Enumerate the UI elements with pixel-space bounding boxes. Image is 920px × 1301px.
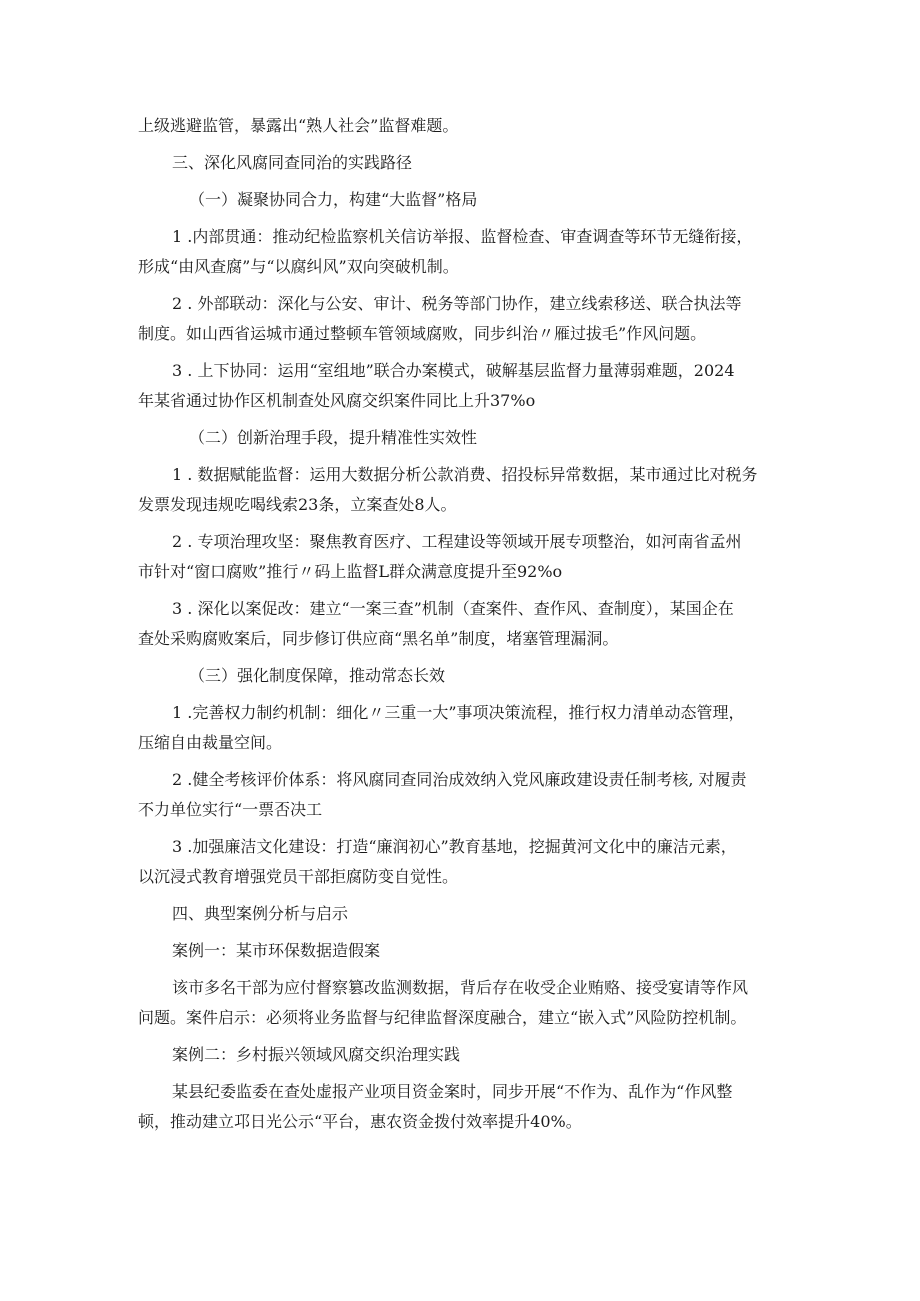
subsection-heading [138,423,798,453]
text-line: 制度。如山西省运城市通过整顿车管领域腐败，同步纠治〃雁过拔毛”作风问题。 [138,324,707,343]
text-line: 四、典型案例分析与启示 [172,904,349,923]
paragraph [138,832,798,892]
paragraph [138,289,798,349]
paragraph [138,698,798,758]
text-line: 案例二：乡村振兴领域风腐交织治理实践 [172,1045,461,1064]
subsection-heading [138,661,798,691]
paragraph [138,594,798,654]
case-heading [138,936,798,966]
document-body [138,111,798,1144]
paragraph [138,973,798,1033]
text-line: 年某省通过协作区机制查处风腐交织案件同比上升37%o [138,391,536,410]
paragraph [138,527,798,587]
text-line: 案例一：某市环保数据造假案 [172,941,381,960]
text-line: （三）强化制度保障，推动常态长效 [189,666,446,685]
paragraph [138,111,798,141]
paragraph [138,1077,798,1137]
text-line: 压缩自由裁量空间。 [138,733,283,752]
subsection-heading [138,185,798,215]
paragraph [138,222,798,282]
paragraph [138,460,798,520]
text-line: 该市多名干部为应付督察篡改监测数据，背后存在收受企业贿赂、接受宴请等作风 [172,978,749,997]
text-line: 1 .完善权力制约机制：细化〃三重一大”事项决策流程，推行权力清单动态管理， [172,703,745,722]
text-line: 不力单位实行“一票否决工 [138,800,323,819]
text-line: 3 .加强廉洁文化建设：打造“廉润初心”教育基地，挖掘黄河文化中的廉洁元素， [172,837,737,856]
paragraph [138,765,798,825]
text-line: 上级逃避监管，暴露出“熟人社会”监督难题。 [138,116,459,135]
text-line: 三、深化风腐同查同治的实践路径 [172,153,413,172]
text-line: 3 . 深化以案促改：建立“一案三查”机制（查案件、查作风、查制度），某国企在 [172,599,734,618]
text-line: （二）创新治理手段，提升精准性实效性 [189,428,478,447]
text-line: 某县纪委监委在查处虚报产业项目资金案时，同步开展“不作为、乱作为“作风整 [172,1082,733,1101]
section-heading [138,148,798,178]
text-line: 3 . 上下协同：运用“室组地”联合办案模式，破解基层监督力量薄弱难题，2024 [172,361,735,380]
text-line: 顿，推动建立邛日光公示“平台，惠农资金拨付效率提升40%。 [138,1112,582,1131]
case-heading [138,1040,798,1070]
text-line: 2 . 外部联动：深化与公安、审计、税务等部门协作，建立线索移送、联合执法等 [172,294,742,313]
text-line: 以沉浸式教育增强党员干部拒腐防变自觉性。 [138,867,459,886]
text-line: 形成“由风查腐”与“以腐纠风”双向突破机制。 [138,257,459,276]
text-line: 2 . 专项治理攻坚：聚焦教育医疗、工程建设等领域开展专项整治，如河南省孟州 [172,532,742,551]
text-line: 查处采购腐败案后，同步修订供应商“黑名单”制度，堵塞管理漏洞。 [138,629,619,648]
text-line: 1 .内部贯通：推动纪检监察机关信访举报、监督检查、审查调查等环节无缝衔接， [172,227,753,246]
text-line: 发票发现违规吃喝线索23条，立案查处8人。 [138,495,457,514]
text-line: 问题。案件启示：必须将业务监督与纪律监督深度融合，建立“嵌入式”风险防控机制。 [138,1008,747,1027]
text-line: 2 .健全考核评价体系：将风腐同查同治成效纳入党风廉政建设责任制考核, 对履责 [172,770,747,789]
section-heading [138,899,798,929]
text-line: （一）凝聚协同合力，构建“大监督”格局 [189,190,478,209]
text-line: 1 . 数据赋能监督：运用大数据分析公款消费、招投标异常数据，某市通过比对税务 [172,465,758,484]
paragraph [138,356,798,416]
text-line: 市针对“窗口腐败”推行〃码上监督L群众满意度提升至92%o [138,562,563,581]
